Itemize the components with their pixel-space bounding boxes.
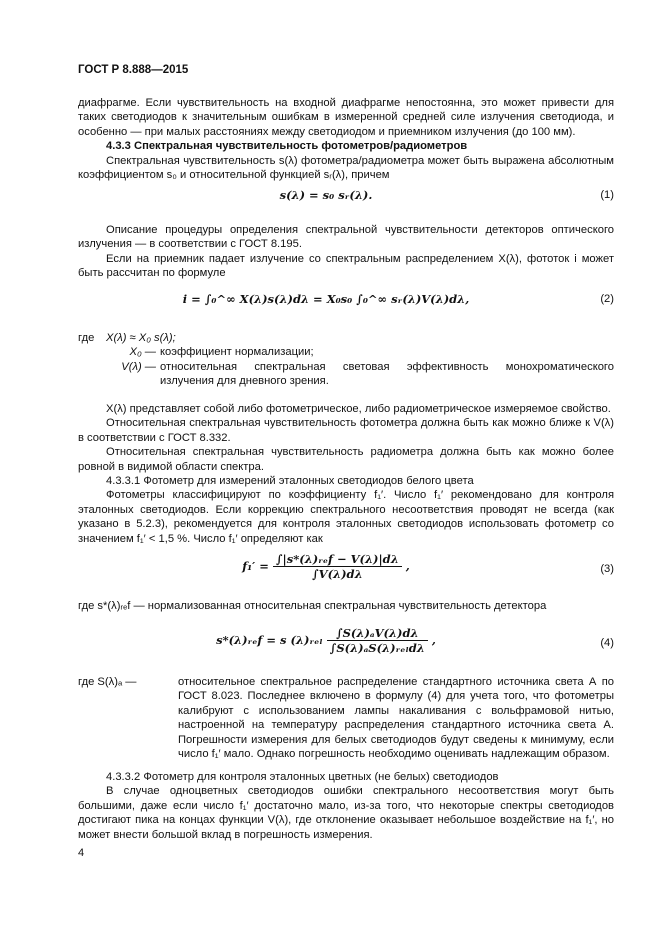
eq3-lhs: f₁′ = [242,558,269,573]
eq3-tail: , [405,558,410,573]
def-symbol: V(λ) — [121,360,156,373]
paragraph-6: Относительная спектральная чувствительность фотометра должна быть как можно ближе к V(λ) в соответствии с ГОСТ 8.332. [78,417,614,444]
equation-2 [78,290,614,330]
paragraph-9: В случае одноцветных светодиодов ошибки спектрального несоответствия могут быть большими, даже если число f₁′ достаточно мало, из-за того, что некоторые спектры светодиодов достигают пика на концах функции V(λ), где отклонение оказывает небольшое воздействие на f₁′, но может внести большой вклад в погрешность измерения. [78,785,614,841]
equation-3-formula [78,552,574,582]
where-lead: где [78,332,95,344]
eq3-numerator: ∫|s*(λ)ᵣₑf − V(λ)|dλ [273,552,402,567]
paragraph-2: Спектральная чувствительность s(λ) фотометра/радиометра может быть выражена абсолютным коэффициентом s₀ и относительной функцией sᵣ(λ), причем [78,154,614,182]
equation-4 [78,626,614,662]
equation-1-number: (1) [600,189,614,201]
section-heading-4-3-3-2: 4.3.3.2 Фотометр для контроля эталонных цветных (не белых) светодиодов [106,771,499,783]
eq3-fraction [273,552,402,582]
text-block-3 [78,402,614,546]
equation-4-formula [78,626,574,656]
paragraph-5: X(λ) представляет собой либо фотометрическое, либо радиометрическое измеряемое свойство. [106,403,611,415]
equation-2-formula: i = ∫₀^∞ X(λ)s(λ)dλ = X₀s₀ ∫₀^∞ sᵣ(λ)V(λ)dλ, [182,292,470,306]
where-block-1 [78,331,614,389]
equation-1-formula: s(λ) = s₀ sᵣ(λ). [279,188,373,202]
eq3-denominator: ∫V(λ)dλ [312,567,363,582]
def-symbol: X₀ — [129,346,156,359]
eq4-fraction [327,626,428,656]
eq4-lhs: s*(λ)ᵣₑf = s (λ)ᵣₑₗ [216,632,323,647]
def-text: относительное спектральное распределение стандартного источника света А по ГОСТ 8.023. Последнее включено в формулу (4) для учета того, что фотометры калибруют с использованием лампы накаливания с вольфрамовой нитью, настроенной на температуру распределения стандартного источника света А. Погрешности измерения для белых светодиодов будут сведены к минимуму, если число f₁′ мало. Однако погрешность необходимо оценивать надлежащим образом. [178,676,614,761]
where-def-x0 [78,345,614,359]
eq4-numerator: ∫S(λ)ₐV(λ)dλ [327,626,428,641]
eq4-denominator: ∫S(λ)ₐS(λ)ᵣₑₗdλ [329,641,425,656]
page-header: ГОСТ Р 8.888—2015 [78,64,189,76]
equation-1 [78,188,614,228]
text-block-2 [78,223,614,281]
equation-3-number: (3) [600,563,614,575]
section-heading-4-3-3: 4.3.3 Спектральная чувствительность фотометров/радиометров [106,140,468,153]
paragraph-7: Относительная спектральная чувствительность радиометра должна быть как можно более ровной в видимой области спектра. [78,446,614,473]
def-text: коэффициент нормализации; [160,346,314,359]
paragraph-4: Если на приемник падает излучение со спектральным распределением X(λ), фототок i может быть рассчитан по формуле [78,252,614,280]
equation-3 [78,552,614,588]
paragraph-1: диафрагме. Если чувствительность на входной диафрагме непостоянна, это может привести для таких светодиодов к значительным ошибкам в измеренной средней силе излучения светодиода, и особенно — при малых расстояниях между светодиодом и приемником излучения (до 100 мм). [78,97,614,138]
where-block-3 [78,675,614,761]
paragraph-3: Описание процедуры определения спектральной чувствительности детекторов оптического излучения — в соответствии с ГОСТ 8.195. [78,224,614,251]
eq4-tail: , [431,632,436,647]
where-block-2 [78,599,614,613]
text-block-top [78,96,614,182]
page-number: 4 [78,847,85,859]
def-text: относительная спектральная световая эффективность монохроматического излучения для дневного зрения. [160,360,614,388]
text-block-4 [78,770,614,842]
where-s-star: где s*(λ)ᵣₑf — нормализованная относительная спектральная чувствительность детектора [78,600,547,612]
equation-2-number: (2) [600,293,614,305]
where-line-first [78,331,614,345]
where-def-sa [78,675,614,761]
def-symbol: где S(λ)ₐ — [78,676,137,688]
paragraph-8: Фотометры классифицируют по коэффициенту f₁′. Число f₁′ рекомендовано для контроля эталонных светодиодов. Если коррекцию спектрального несоответствия проводят не всегда (как указано в 5.2.3), рекомендуется для контроля эталонных светодиодов использовать фотометр со значением f₁′ < 1,5 %. Число f₁′ определяют как [78,489,614,545]
equation-4-number: (4) [600,637,614,649]
section-heading-4-3-3-1: 4.3.3.1 Фотометр для измерений эталонных светодиодов белого цвета [106,475,474,488]
where-def-v [78,360,614,389]
where-first-expr: X(λ) ≈ X₀ s(λ); [106,332,176,344]
